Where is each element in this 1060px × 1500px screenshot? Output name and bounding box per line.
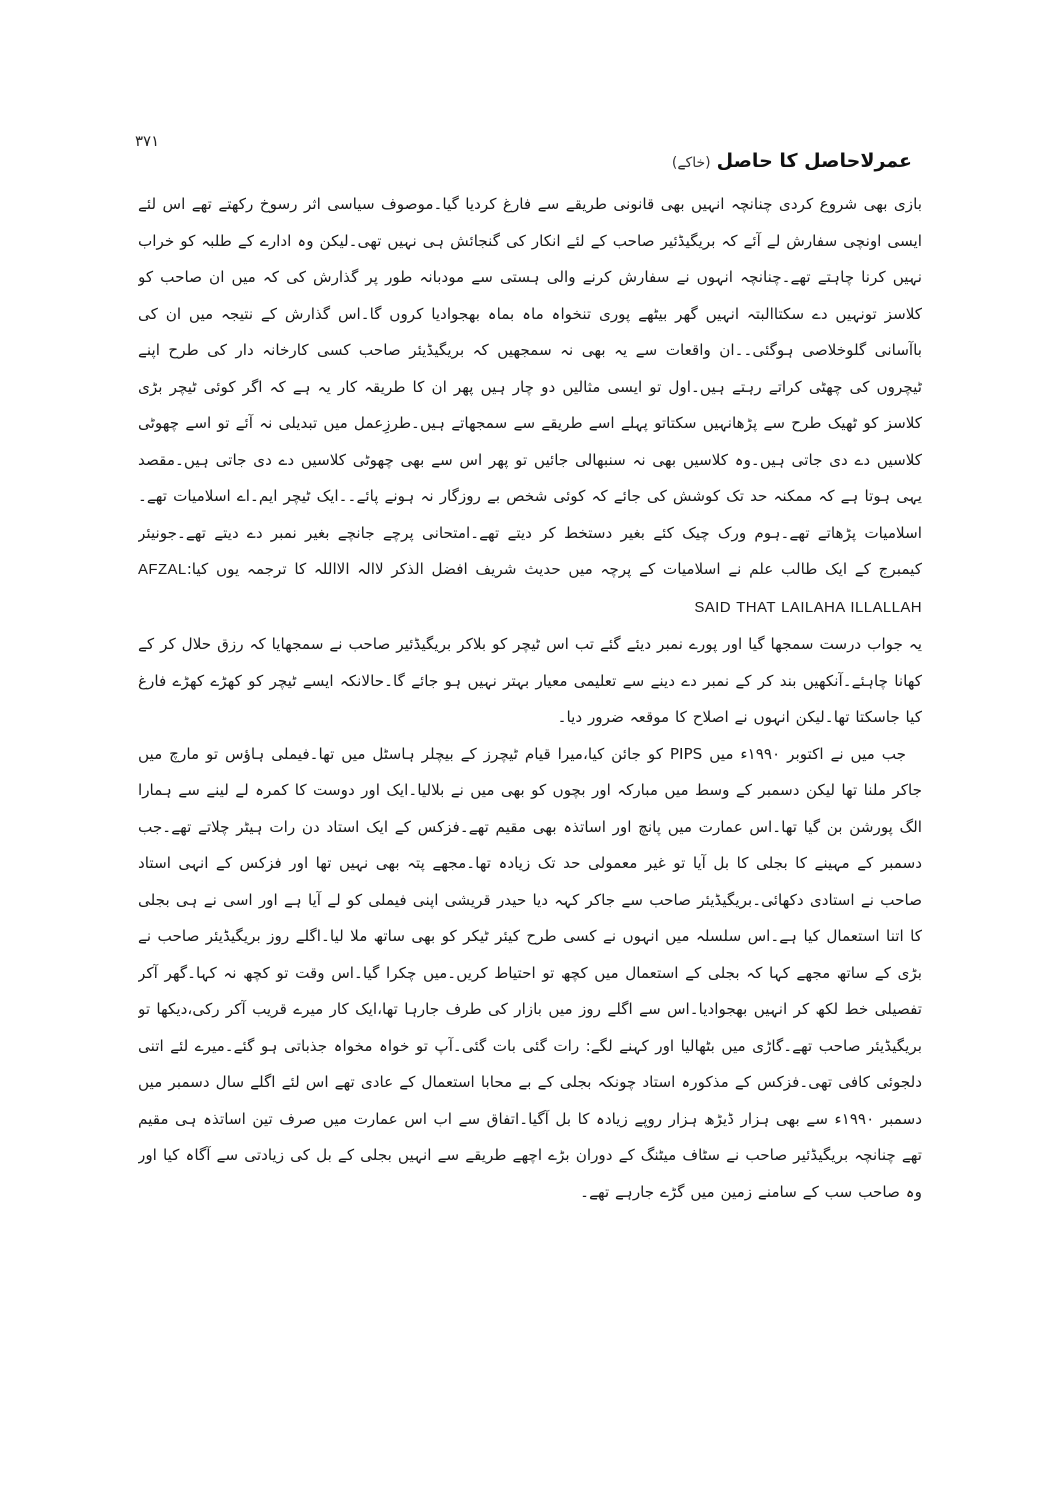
book-subtitle: (خاکے) xyxy=(671,155,711,171)
body-text xyxy=(138,186,922,1266)
running-header xyxy=(672,150,912,172)
paragraph-1 xyxy=(138,186,922,626)
paragraph-3-text: جب میں نے اکتوبر ۱۹۹۰ء میں PIPS کو جائن کیا،میرا قیام ٹیچرز کے بیچلر ہاسٹل میں تھا۔فیملی ہاؤس تو مارچ میں جاکر ملنا تھا لیکن دسمبر کے وسط میں مبارکہ اور بچوں کو بھی میں نے بلالیا۔ایک اور دوست کا کمرہ لے لینے سے ہمارا الگ پورشن بن گیا تھا۔اس عمارت میں پانچ اور اساتذہ بھی مقیم تھے۔فزکس کے ایک استاد دن رات ہیٹر چلاتے تھے۔جب دسمبر کے مہینے کا بجلی کا بل آیا تو غیر معمولی حد تک زیادہ تھا۔مجھے پتہ بھی نہیں تھا اور فزکس کے انہی استاد صاحب نے استادی دکھائی۔بریگیڈیئر صاحب سے جاکر کہہ دیا حیدر قریشی اپنی فیملی کو لے آیا ہے اور اسی نے ہی بجلی کا اتنا استعمال کیا ہے۔اس سلسلہ میں انہوں نے کسی طرح کیئر ٹیکر کو بھی ساتھ ملا لیا۔اگلے روز بریگیڈیئر صاحب نے بڑی کے ساتھ مجھے کہا کہ بجلی کے استعمال میں کچھ تو احتیاط کریں۔میں چکرا گیا۔اس وقت تو کچھ نہ کہا۔گھر آکر تفصیلی خط لکھ کر انہیں بھجوادیا۔اس سے اگلے روز میں بازار کی طرف جارہا تھا،ایک کار میرے قریب آکر رکی،دیکھا تو بریگیڈیئر صاحب تھے۔گاڑی میں بٹھالیا اور کہنے لگے: رات گئی بات گئی۔آپ تو خواہ مخواہ جذباتی ہو گئے۔میرے لئے اتنی دلجوئی کافی تھی۔فزکس کے مذکورہ استاد چونکہ بجلی کے بے محابا استعمال کے عادی تھے اس لئے اگلے سال دسمبر میں دسمبر ۱۹۹۰ء سے بھی ہزار ڈیڑھ ہزار روپے زیادہ کا بل آگیا۔اتفاق سے اب اس عمارت میں صرف تین اساتذہ ہی مقیم تھے چنانچہ بریگیڈئیر صاحب نے سٹاف میٹنگ کے دوران بڑے اچھے طریقے سے انہیں بجلی کے بل کی زیادتی سے آگاہ کیا اور وہ صاحب سب کے سامنے زمین میں گڑے جارہے تھے۔ xyxy=(138,744,922,1201)
quoted-translation: AFZAL SAID THAT LAILAHA ILLALLAH xyxy=(138,561,922,616)
paragraph-1-text: بازی بھی شروع کردی چنانچہ انہیں بھی قانونی طریقے سے فارغ کردیا گیا۔موصوف سیاسی اثر رسوخ رکھتے تھے اس لئے ایسی اونچی سفارش لے آئے کہ بریگیڈئیر صاحب کے لئے انکار کی گنجائش ہی نہیں تھی۔لیکن وہ ادارے کے طلبہ کو خراب نہیں کرنا چاہتے تھے۔چنانچہ انہوں نے سفارش کرنے والی ہستی سے مودبانہ طور پر گذارش کی کہ میں ان صاحب کو کلاسز تونہیں دے سکتاالبتہ انہیں گھر بیٹھے پوری تنخواہ ماہ بماہ بھجوادیا کروں گا۔اس گذارش کے نتیجہ میں ان کی باآسانی گلوخلاصی ہوگئی۔۔ان واقعات سے یہ بھی نہ سمجھیں کہ بریگیڈیئر صاحب کسی کارخانہ دار کی طرح اپنے ٹیچروں کی چھٹی کراتے رہتے ہیں۔اول تو ایسی مثالیں دو چار ہیں پھر ان کا طریقہ کار یہ ہے کہ اگر کوئی ٹیچر بڑی کلاسز کو ٹھیک طرح سے پڑھانہیں سکتاتو پہلے اسے طریقے سے سمجھاتے ہیں۔طرزِعمل میں تبدیلی نہ آئے تو اسے چھوٹی کلاسیں دے دی جاتی ہیں۔وہ کلاسیں بھی نہ سنبھالی جائیں تو پھر اس سے بھی چھوٹی کلاسیں دے دی جاتی ہیں۔مقصد یہی ہوتا ہے کہ ممکنہ حد تک کوشش کی جائے کہ کوئی شخص بے روزگار نہ ہونے پائے۔۔ایک ٹیچر ایم۔اے اسلامیات تھے۔اسلامیات پڑھاتے تھے۔ہوم ورک چیک کئے بغیر دستخط کر دیتے تھے۔امتحانی پرچے جانچے بغیر نمبر دے دیتے تھے۔جونیئر کیمبرج کے ایک طالب علم نے اسلامیات کے پرچہ میں حدیث شریف افضل الذکر لاالہ الااللہ کا ترجمہ یوں کیا: xyxy=(138,195,922,578)
paragraph-2 xyxy=(138,626,922,736)
page-number: ۳۷۱ xyxy=(135,132,160,150)
paragraph-3 xyxy=(138,736,922,1211)
paragraph-2-text: یہ جواب درست سمجھا گیا اور پورے نمبر دیئے گئے تب اس ٹیچر کو بلاکر بریگیڈئیر صاحب نے سمجھایا کہ رزق حلال کر کے کھانا چاہئے۔آنکھیں بند کر کے نمبر دے دینے سے تعلیمی معیار بہتر نہیں ہو جائے گا۔حالانکہ ایسے ٹیچر کو کھڑے کھڑے فارغ کیا جاسکتا تھا۔لیکن انہوں نے اصلاح کا موقعہ ضرور دیا۔ xyxy=(138,635,922,726)
book-title: عمرلاحاصل کا حاصل xyxy=(716,150,912,172)
